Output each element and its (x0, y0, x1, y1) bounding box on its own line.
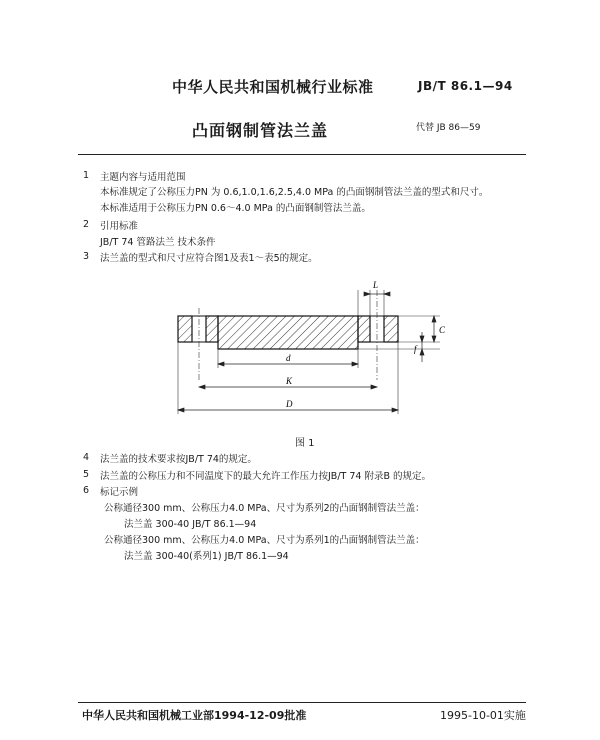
example-1-marking: 法兰盖 300-40 JB/T 86.1—94 (124, 519, 257, 530)
dimension-label-f: f (414, 344, 417, 354)
effective-date: 1995-10-01实施 (440, 709, 526, 722)
header-rule (78, 154, 526, 155)
footer-rule (78, 702, 526, 703)
example-2-description: 公称通径300 mm、公称压力4.0 MPa、尺寸为系列1的凸面钢制管法兰盖： (104, 535, 425, 546)
section-6-number: 6 (83, 485, 90, 496)
document-title: 凸面钢制管法兰盖 (192, 121, 329, 140)
section-5-text: 法兰盖的公称压力和不同温度下的最大允许工作压力按JB/T 74 附录B 的规定。 (100, 471, 431, 482)
section-6-heading: 标记示例 (100, 487, 139, 498)
dimension-label-D: D (286, 399, 293, 409)
section-5-number: 5 (83, 469, 90, 480)
section-4-number: 4 (83, 452, 90, 463)
section-3-text: 法兰盖的型式和尺寸应符合图1及表1～表5的规定。 (100, 253, 318, 264)
section-1-paragraph-1: 本标准规定了公称压力PN 为 0.6,1.0,1.6,2.5,4.0 MPa 的凸面钢制管法兰盖的型式和尺寸。 (100, 187, 489, 198)
dimension-label-L: L (373, 280, 379, 290)
standard-number: JB/T 86.1—94 (418, 79, 513, 93)
example-1-description: 公称通径300 mm、公称压力4.0 MPa、尺寸为系列2的凸面钢制管法兰盖： (104, 503, 425, 514)
replaces-note: 代替 JB 86—59 (416, 123, 481, 133)
dimension-label-d: d (286, 353, 291, 363)
section-3-number: 3 (83, 251, 90, 262)
approval-note: 中华人民共和国机械工业部1994-12-09批准 (82, 709, 307, 722)
flange-cover-drawing (160, 272, 450, 422)
section-1-number: 1 (83, 170, 90, 181)
section-1-paragraph-2: 本标准适用于公称压力PN 0.6～4.0 MPa 的凸面钢制管法兰盖。 (100, 203, 371, 214)
section-2-number: 2 (83, 219, 90, 230)
section-2-heading: 引用标准 (100, 221, 139, 232)
dimension-label-K: K (286, 376, 293, 386)
section-1-heading: 主题内容与适用范围 (100, 172, 186, 183)
section-4-text: 法兰盖的技术要求按JB/T 74的规定。 (100, 454, 257, 465)
section-2-reference: JB/T 74 管路法兰 技术条件 (100, 237, 216, 248)
industry-standard-heading: 中华人民共和国机械行业标准 (172, 78, 374, 96)
figure-caption: 图 1 (295, 438, 315, 449)
example-2-marking: 法兰盖 300-40(系列1) JB/T 86.1—94 (124, 551, 289, 562)
dimension-label-C: C (439, 325, 446, 335)
flange-section-body (178, 290, 398, 380)
